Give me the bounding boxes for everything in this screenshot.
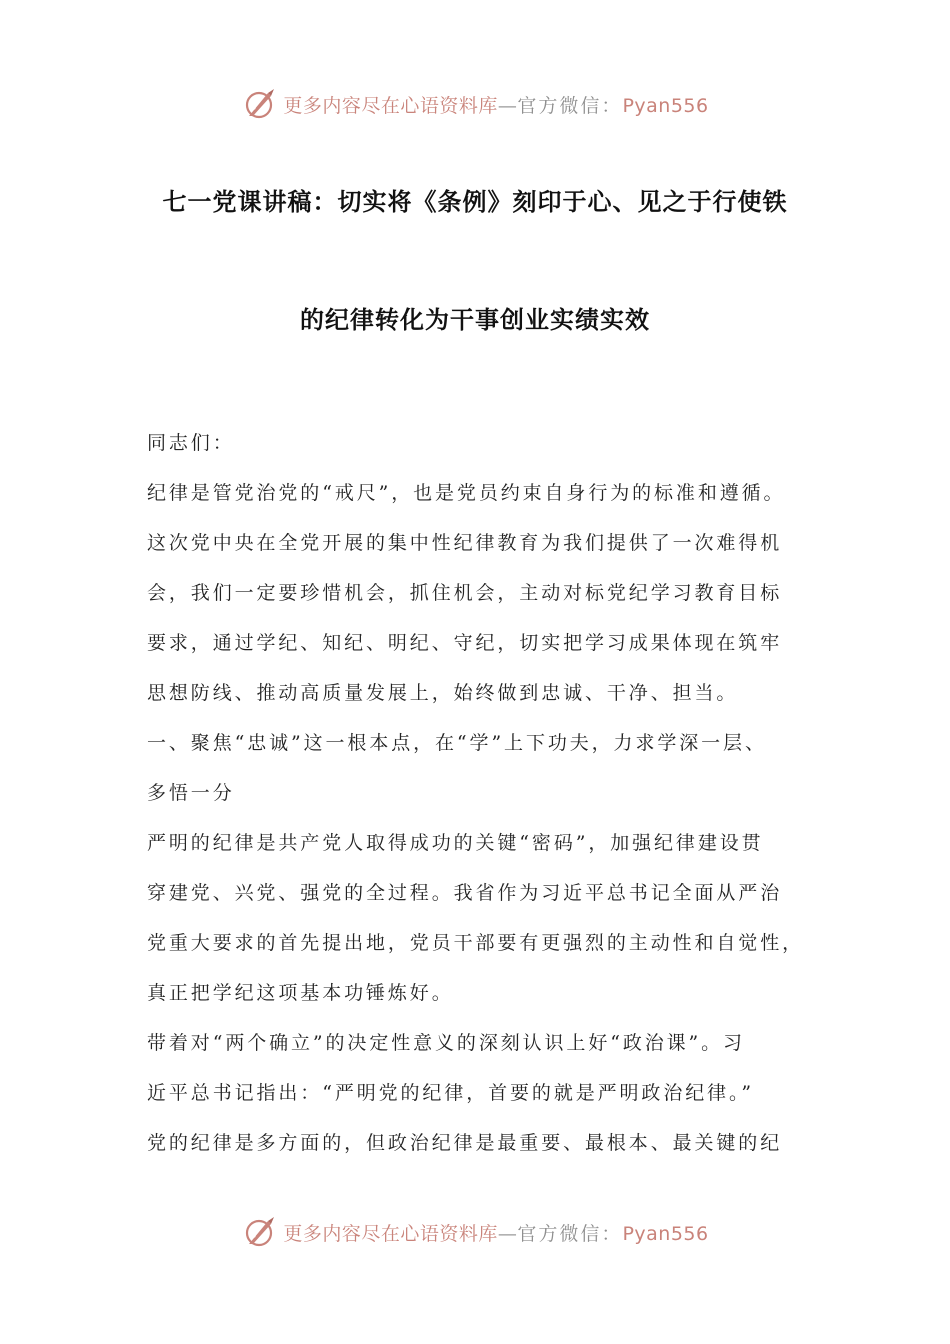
body-line: 严明的纪律是共产党人取得成功的关键“密码”，加强纪律建设贯 (147, 832, 764, 854)
body-line: 纪律是管党治党的“戒尺”，也是党员约束自身行为的标准和遵循。 (147, 482, 786, 504)
watermark-site-text: 更多内容尽在心语资料库 (283, 94, 498, 117)
body-line: 带着对“两个确立”的决定性意义的深刻认识上好“政治课”。习 (147, 1032, 745, 1054)
watermark-label: 官方微信： (517, 1222, 623, 1245)
watermark-site-text: 更多内容尽在心语资料库 (283, 1222, 498, 1245)
section-heading-line: 多悟一分 (147, 782, 235, 804)
watermark-wechat-id: Pyan556 (622, 1222, 709, 1245)
section-heading-line: 一、聚焦“忠诚”这一根本点，在“学”上下功夫，力求学深一层、 (147, 732, 767, 754)
quill-logo-icon (241, 86, 277, 122)
body-line: 近平总书记指出：“严明党的纪律，首要的就是严明政治纪律。” (147, 1082, 755, 1104)
document-body (147, 418, 812, 1168)
body-line: 党重大要求的首先提出地，党员干部要有更强烈的主动性和自觉性， (147, 932, 805, 954)
document-title-line-1: 七一党课讲稿：切实将《条例》刻印于心、见之于行使铁 (162, 187, 788, 216)
body-line: 这次党中央在全党开展的集中性纪律教育为我们提供了一次难得机 (147, 532, 783, 554)
body-line: 同志们： (147, 432, 235, 454)
quill-logo-icon (241, 1214, 277, 1250)
body-line: 党的纪律是多方面的，但政治纪律是最重要、最根本、最关键的纪 (147, 1132, 783, 1154)
watermark-separator: — (497, 1222, 518, 1245)
document-title-line-2: 的纪律转化为干事创业实绩实效 (300, 305, 650, 334)
watermark-separator: — (497, 94, 518, 117)
watermark-text (283, 1219, 708, 1246)
body-line: 要求，通过学纪、知纪、明纪、守纪，切实把学习成果体现在筑牢 (147, 632, 783, 654)
watermark-label: 官方微信： (517, 94, 623, 117)
body-line: 真正把学纪这项基本功锤炼好。 (147, 982, 454, 1004)
body-line: 穿建党、兴党、强党的全过程。我省作为习近平总书记全面从严治 (147, 882, 783, 904)
body-line: 会，我们一定要珍惜机会，抓住机会，主动对标党纪学习教育目标 (147, 582, 783, 604)
watermark-footer (0, 1212, 950, 1252)
watermark-text (283, 91, 708, 118)
body-line: 思想防线、推动高质量发展上，始终做到忠诚、干净、担当。 (147, 682, 739, 704)
watermark-wechat-id: Pyan556 (622, 94, 709, 117)
watermark-header (0, 84, 950, 124)
